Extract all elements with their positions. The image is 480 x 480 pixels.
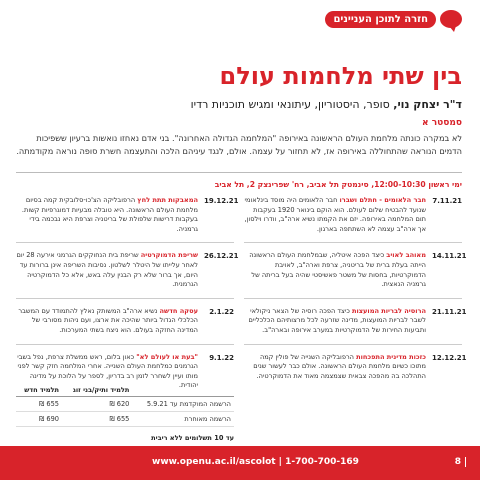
- lecture-desc: [16, 307, 198, 336]
- lecture-item: [244, 306, 467, 336]
- fee-value: ₪ 690: [16, 412, 62, 427]
- lecture-text: כיצד הפכה רוסיה של הצאר ניקולאי לשבר לבריות המועצות, מדינה שזרעה לכל מרצותיהם הכלכליים ותביעות החירות של הדמוקרטיות במערב אירופה ובארה"ב.: [248, 306, 426, 334]
- lecture-item: [244, 251, 467, 289]
- lecture-desc: [244, 196, 426, 234]
- lecture-title: כזכות מדינית התפכחות: [356, 352, 426, 361]
- venue-schedule: ימי ראשון 12:00-10:30, סינמטק תל אביב, רח' שפרינצק 2, תל אביב: [214, 180, 462, 189]
- lecture-text: הרפובליקה השנייה של פולין קמה מתוכו כשיום מלחמת העולם הראשונה. אולם כבר לעשור שנים התהלכה בה מהפכה צבאית שצמצמה מאוד את הדמוקרטיה.: [253, 352, 426, 380]
- page-number: 8: [455, 457, 466, 467]
- lecture-title: שריפת הדמוקרטיה: [140, 251, 198, 260]
- lecture-text: כאון בלום, ראש ממשלת צרפת, נפל בשבי הגרמנים כמלחמת העולם השנייה. אחרי המלחמה חזק קשר לפני מותו ועיין לשחרר לזמן רב בדריון, לספר על הלוכת על מדינה יהודית.: [17, 352, 198, 390]
- lecture-text: חבר הלאומים היה מוסד בינלאומי שנועד להבטיח שלום לעולם. הוא הוקם בינואר 1920 בעקבות תום המלחמה באירופה. יזם את הקמתו נשיא ארה"ב, וודרו וילסון, אך ארה"ב עצמה לא השתתפה בארגון.: [244, 196, 426, 233]
- lectures-column-left: [16, 196, 239, 399]
- lecture-date: 26.12.21: [204, 252, 239, 261]
- lecture-date: 7.11.21: [432, 197, 462, 205]
- divider: [16, 172, 462, 173]
- lecture-item: [244, 196, 462, 234]
- installments-note: עד 10 תשלומים ללא ריבית: [151, 434, 234, 442]
- divider: [244, 242, 462, 243]
- divider: [244, 344, 462, 345]
- lecturer-role: סופר, היסטוריון, עיתונאי ומגיש תוכניות רדיו: [190, 98, 394, 111]
- lecture-text: כיצד הפכה איטליה, שבמלחמת העולם הראשונה הייתה בעלת ברית של בריטניה, צרפת וארה"ב, לאויבת הדמוקרטיות, בחסות של משטר פאשיסטי שהיה בעל בריתה של גרמניה הנאצית.: [249, 251, 426, 289]
- fees-table: [16, 384, 234, 427]
- table-row: [16, 412, 234, 427]
- lecture-title: "בעת או לעולם לא": [136, 352, 198, 361]
- lecture-date: 2.1.22: [209, 307, 234, 316]
- lecture-item: [16, 251, 239, 289]
- table-row: [16, 397, 234, 412]
- lecture-title: חבר הלאומים - חתלם ושברו: [339, 196, 426, 204]
- lecture-title: הרוסיה לבריות המועצות: [351, 306, 426, 315]
- lecture-date: 12.12.21: [432, 353, 467, 362]
- back-to-toc-link[interactable]: [325, 10, 462, 28]
- lecturer-name: ד"ר יצחק נוי,: [393, 98, 462, 111]
- lecture-text: שריפת בית הנחוקקים הגרמני אירעה 28 יום לאחר עלייתו של היטלר לשלטון. נסיבות השריפה אינן ברורות עד היום, אך ברור שלא רק הבנין עלה באש, אלא כל הדמוקרטיה הגרמנית.: [16, 251, 198, 289]
- lecture-item: [16, 307, 234, 336]
- divider: [16, 242, 234, 243]
- lecture-text: הרפובליקה הצ'כו-סלובקית קמה בסיום מלחמת העולם הראשונה. היא טובלה מבעיות דמוגרפיות קשות. בעקבות דרישות שלפולת של בריטניה וצרפת היא נבכמה בידי גרמניה.: [21, 196, 198, 233]
- lecture-date: 14.11.21: [432, 252, 467, 261]
- lecture-item: [244, 352, 467, 382]
- divider: [16, 344, 234, 345]
- fees-header: תלמיד חדש: [16, 384, 62, 397]
- footer-bar: [0, 446, 480, 480]
- lectures-column-right: [244, 196, 467, 389]
- lecture-title: מאוהב לאויב: [386, 251, 426, 260]
- fees-header: תלמיד ותיק/בני זוג: [62, 384, 132, 397]
- fee-label: הרשמה מאוחרת: [132, 412, 234, 427]
- lecture-date: 9.1.22: [209, 353, 234, 362]
- lecture-text: נשיא ארה"ב המשותק נאלץ להתמודד עם המשבר הכלכלי הגדול ביותר שהיכה את ארצו, ועם ניהות מסורבי של המדינה החזקה בעולם. הוא ניצח בשתי המערכות.: [18, 306, 198, 334]
- semester-label: סמסטר א: [422, 118, 462, 128]
- intro-paragraph: לא במקרה כונתה מלחמת העולם הראשונה באירופה "המלחמה הגדולה האחרונה". בני אדם נאחזו נואשות ברעיון ששפיכות הדמים הנוראה שהתחוללה באירופה אז, לא תחזור על עצמה. אולם, לנגד עיניהם הלכה והתעצמה חשרת סופה נוראה מקודמתה.: [16, 133, 462, 156]
- back-to-toc-label[interactable]: חזרה לתוכן העניינים: [325, 11, 436, 28]
- lecture-desc: [244, 307, 426, 336]
- contact-link[interactable]: www.openu.ac.il/ascolot | 1-700-700-169: [152, 457, 359, 467]
- lecture-item: [16, 196, 239, 234]
- fees-header-row: [16, 384, 234, 397]
- fees-header: [132, 384, 234, 397]
- speech-bubble-icon: [440, 10, 462, 28]
- lecture-desc: [16, 196, 198, 234]
- lecture-title: המאבקות תתת לחץ: [137, 196, 198, 204]
- lecture-desc: [244, 251, 426, 289]
- fee-value: ₪ 655: [62, 412, 132, 427]
- lecture-desc: [16, 251, 198, 289]
- lecturer-line: [191, 98, 462, 111]
- divider: [16, 298, 234, 299]
- lecture-title: עסקה חדשה: [159, 306, 198, 315]
- fee-value: ₪ 620: [62, 397, 132, 412]
- page-title: בין שתי מלחמות עולם: [219, 62, 462, 90]
- lecture-date: 21.11.21: [432, 307, 467, 316]
- divider: [244, 298, 462, 299]
- fee-value: ₪ 655: [16, 397, 62, 412]
- lecture-desc: [244, 353, 426, 382]
- fee-label: הרשמה המוקדמת עד 5.9.21: [132, 397, 234, 412]
- lecture-date: 19.12.21: [204, 197, 239, 205]
